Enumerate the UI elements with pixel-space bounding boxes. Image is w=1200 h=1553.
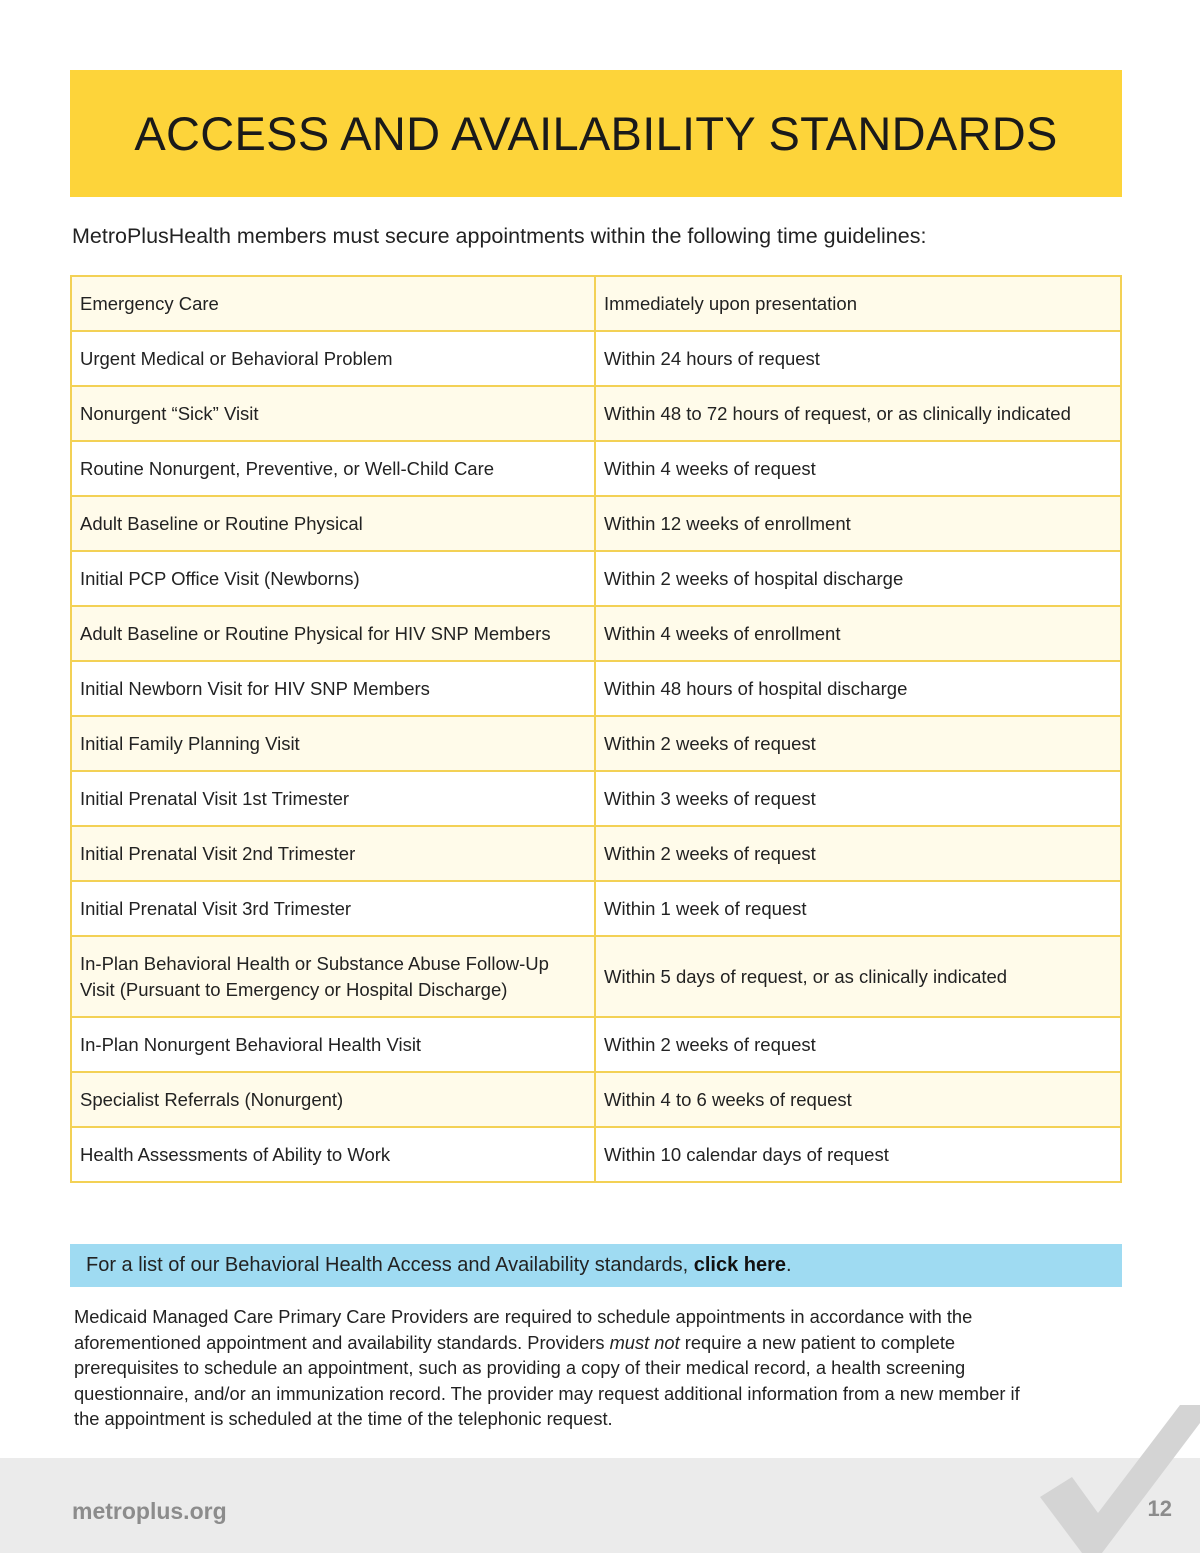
appointment-type-cell: Initial Family Planning Visit xyxy=(71,716,595,771)
table-row xyxy=(71,441,1121,496)
timeframe-cell: Within 5 days of request, or as clinically indicated xyxy=(595,936,1121,1017)
appointment-type-cell: Initial Prenatal Visit 2nd Trimester xyxy=(71,826,595,881)
table-row xyxy=(71,1017,1121,1072)
note-content xyxy=(70,1254,792,1277)
timeframe-cell: Within 4 to 6 weeks of request xyxy=(595,1072,1121,1127)
timeframe-cell: Within 24 hours of request xyxy=(595,331,1121,386)
appointment-type-cell: Routine Nonurgent, Preventive, or Well-Child Care xyxy=(71,441,595,496)
table-row xyxy=(71,1127,1121,1182)
behavioral-health-note xyxy=(70,1244,1122,1287)
intro-text: MetroPlusHealth members must secure appointments within the following time guidelines: xyxy=(72,224,927,248)
table-row xyxy=(71,771,1121,826)
table-row xyxy=(71,496,1121,551)
timeframe-cell: Within 2 weeks of request xyxy=(595,826,1121,881)
timeframe-cell: Within 48 to 72 hours of request, or as clinically indicated xyxy=(595,386,1121,441)
table-row xyxy=(71,551,1121,606)
note-text: For a list of our Behavioral Health Access and Availability standards, xyxy=(86,1254,694,1276)
table-row xyxy=(71,881,1121,936)
appointment-type-cell: Initial PCP Office Visit (Newborns) xyxy=(71,551,595,606)
appointment-type-cell: Adult Baseline or Routine Physical xyxy=(71,496,595,551)
table-row xyxy=(71,826,1121,881)
paragraph-part-2: require a new patient to complete prerequisites to schedule an appointment, such as providing a copy of their medical record, a health screening questionnaire, and/or an immunization record. The provider may request additional information from a new member if the appointment is scheduled at the time of the telephonic request. xyxy=(74,1331,1020,1429)
timeframe-cell: Within 1 week of request xyxy=(595,881,1121,936)
standards-table xyxy=(70,275,1122,1183)
checkmark-icon xyxy=(1030,1405,1200,1553)
standards-table-container xyxy=(70,275,1122,1183)
table-row xyxy=(71,331,1121,386)
timeframe-cell: Within 10 calendar days of request xyxy=(595,1127,1121,1182)
title-band xyxy=(70,70,1122,197)
appointment-type-cell: In-Plan Nonurgent Behavioral Health Visit xyxy=(71,1017,595,1072)
page-number: 12 xyxy=(1147,1496,1172,1521)
timeframe-cell: Within 48 hours of hospital discharge xyxy=(595,661,1121,716)
requirements-paragraph xyxy=(74,1304,1034,1432)
timeframe-cell: Within 3 weeks of request xyxy=(595,771,1121,826)
table-row xyxy=(71,936,1121,1017)
timeframe-cell: Within 2 weeks of request xyxy=(595,716,1121,771)
page-title: ACCESS AND AVAILABILITY STANDARDS xyxy=(134,107,1058,160)
appointment-type-cell: Specialist Referrals (Nonurgent) xyxy=(71,1072,595,1127)
table-row xyxy=(71,386,1121,441)
appointment-type-cell: Initial Prenatal Visit 1st Trimester xyxy=(71,771,595,826)
paragraph-part-1: Medicaid Managed Care Primary Care Providers are required to schedule appointments in accordance with the aforementioned appointment and availability standards. Providers xyxy=(74,1306,973,1353)
table-row xyxy=(71,661,1121,716)
appointment-type-cell: Initial Prenatal Visit 3rd Trimester xyxy=(71,881,595,936)
footer xyxy=(0,1458,1200,1553)
note-end: . xyxy=(786,1254,792,1276)
timeframe-cell: Within 12 weeks of enrollment xyxy=(595,496,1121,551)
footer-url[interactable]: metroplus.org xyxy=(72,1498,227,1524)
click-here-link[interactable]: click here xyxy=(693,1254,787,1276)
paragraph-emphasis: must not xyxy=(609,1331,680,1353)
appointment-type-cell: Nonurgent “Sick” Visit xyxy=(71,386,595,441)
timeframe-cell: Within 2 weeks of hospital discharge xyxy=(595,551,1121,606)
timeframe-cell: Within 2 weeks of request xyxy=(595,1017,1121,1072)
timeframe-cell: Within 4 weeks of enrollment xyxy=(595,606,1121,661)
appointment-type-cell: Urgent Medical or Behavioral Problem xyxy=(71,331,595,386)
timeframe-cell: Within 4 weeks of request xyxy=(595,441,1121,496)
appointment-type-cell: Health Assessments of Ability to Work xyxy=(71,1127,595,1182)
appointment-type-cell: Initial Newborn Visit for HIV SNP Members xyxy=(71,661,595,716)
appointment-type-cell: Emergency Care xyxy=(71,276,595,331)
appointment-type-cell: In-Plan Behavioral Health or Substance Abuse Follow-Up Visit (Pursuant to Emergency or Hospital Discharge) xyxy=(71,936,595,1017)
table-row xyxy=(71,1072,1121,1127)
table-row xyxy=(71,276,1121,331)
table-row xyxy=(71,606,1121,661)
timeframe-cell: Immediately upon presentation xyxy=(595,276,1121,331)
standards-table-body xyxy=(71,276,1121,1182)
appointment-type-cell: Adult Baseline or Routine Physical for HIV SNP Members xyxy=(71,606,595,661)
table-row xyxy=(71,716,1121,771)
